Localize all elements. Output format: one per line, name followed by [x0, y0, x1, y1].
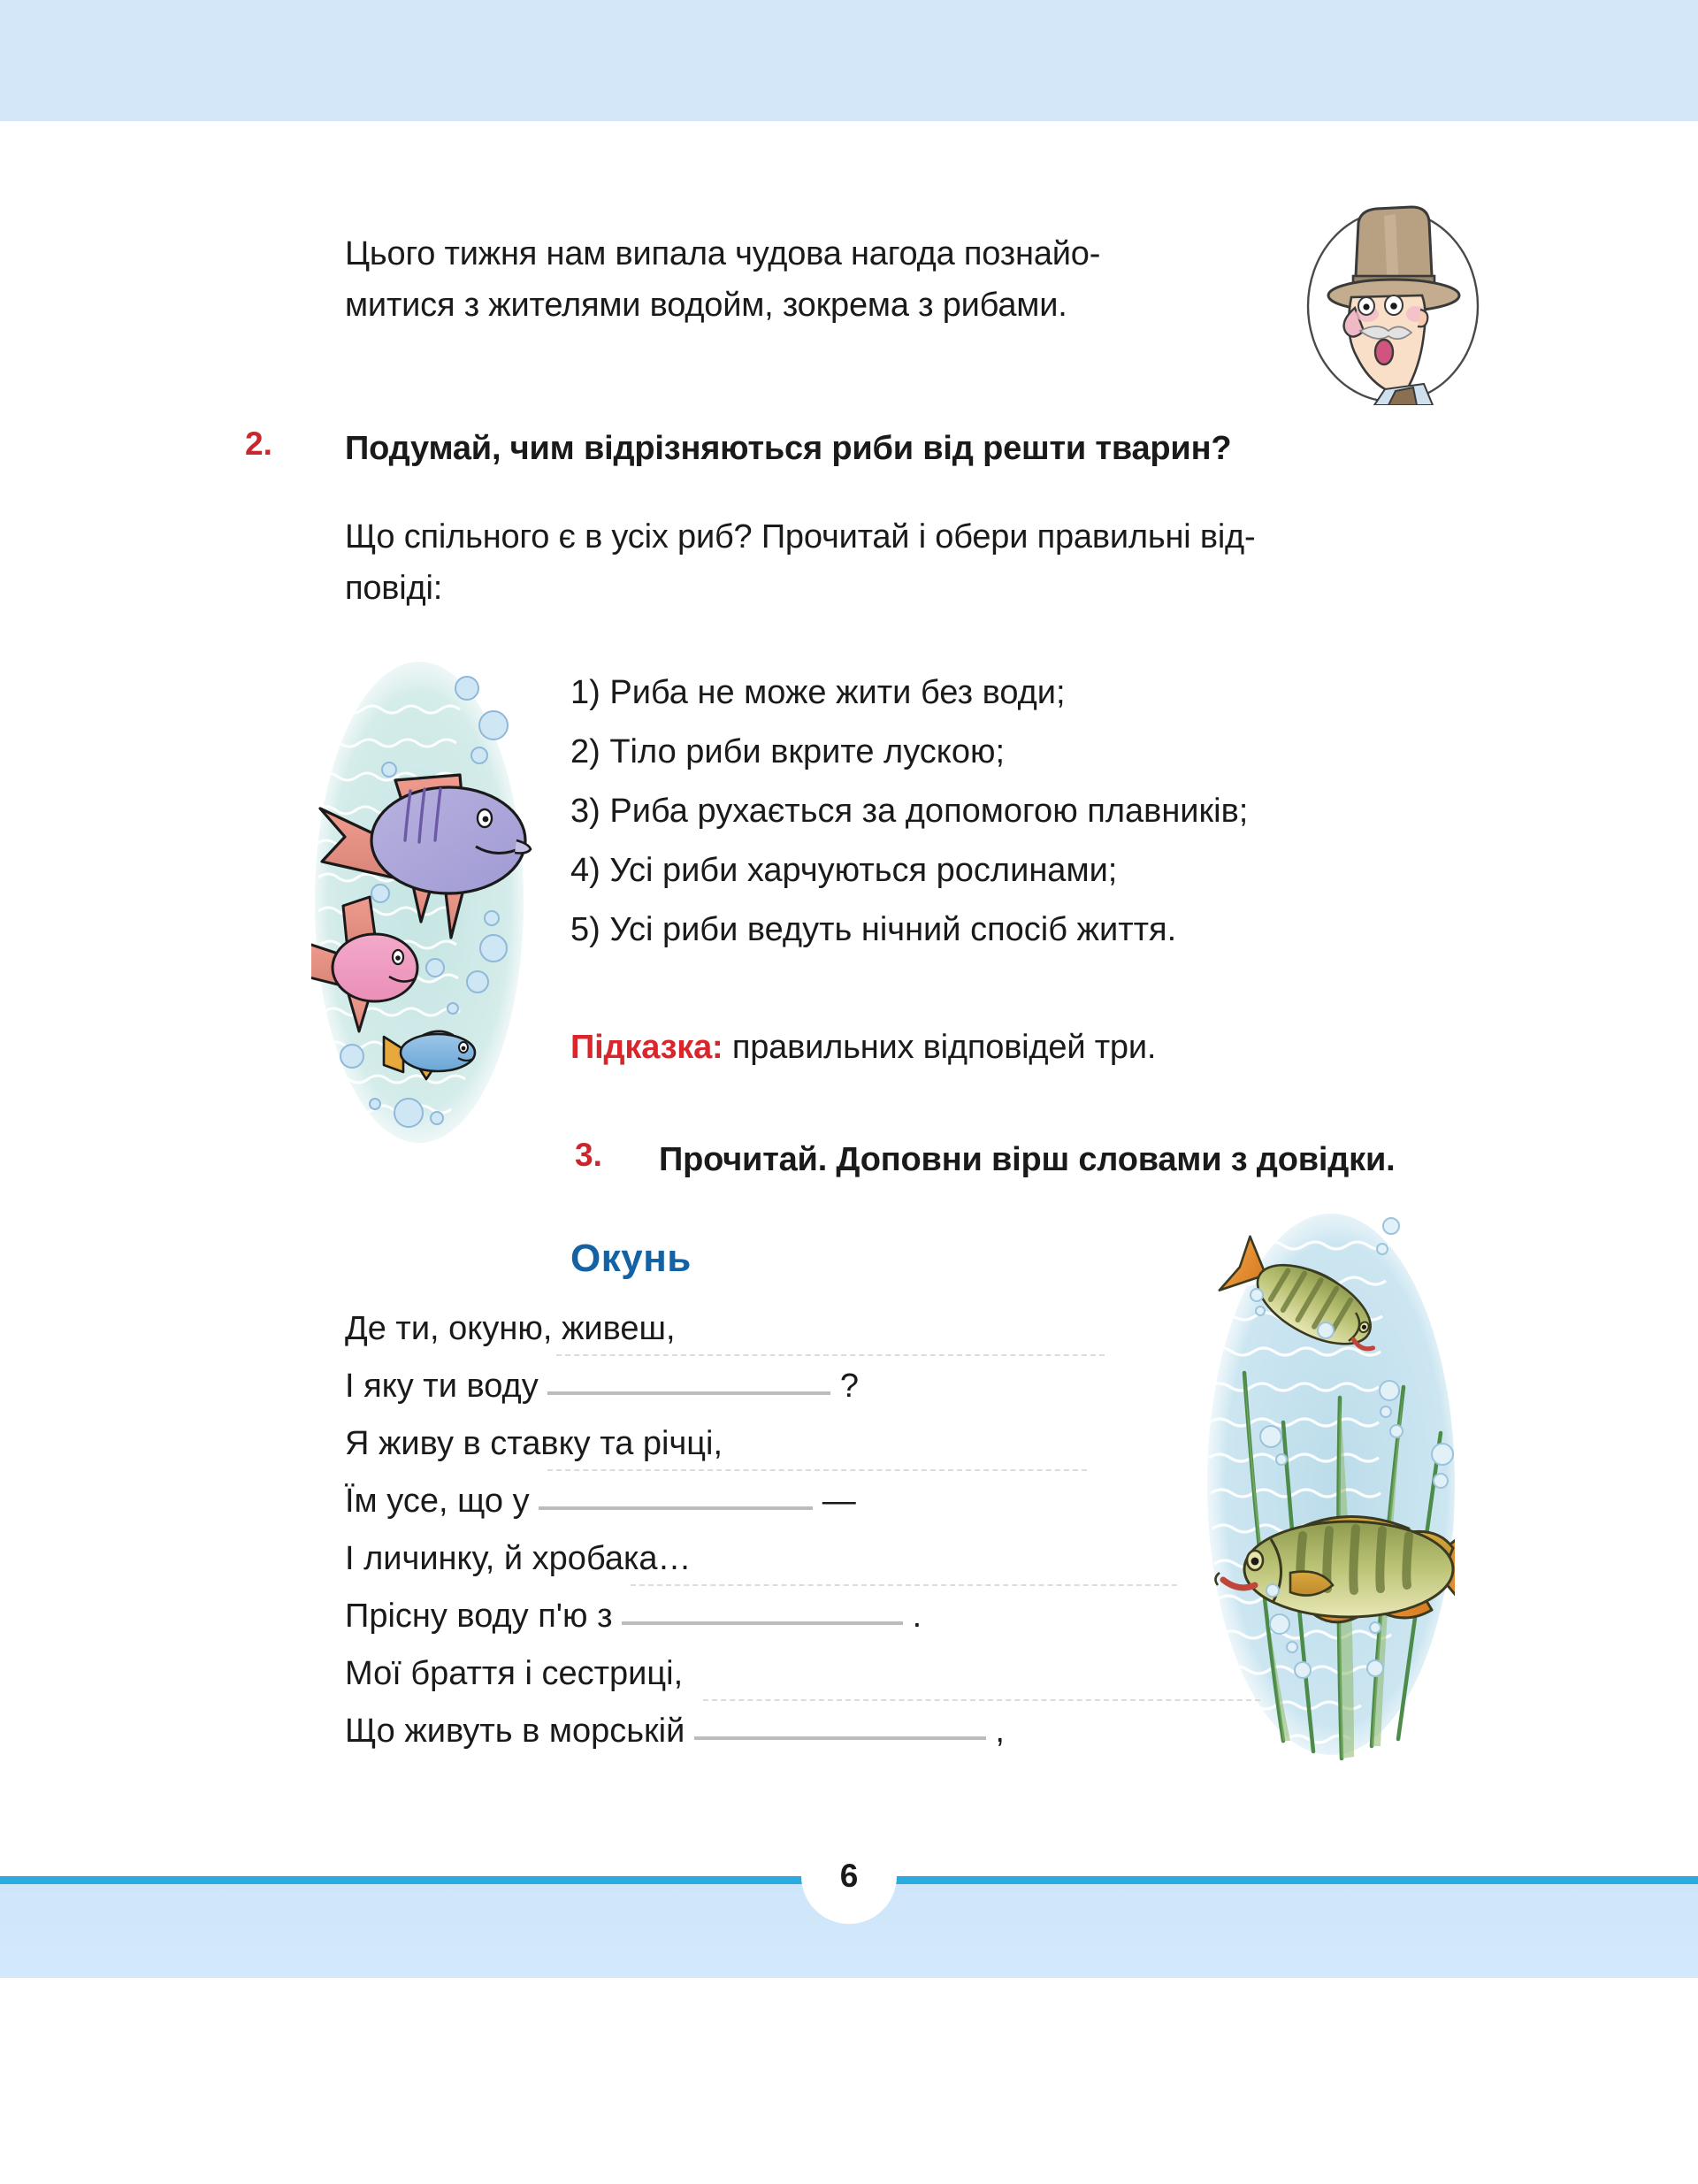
poem-line-punctuation: .: [903, 1598, 922, 1635]
task-2-subtext-line-1: Що спільного є в усіх риб? Прочитай і обери правильні від-: [345, 518, 1256, 556]
top-decorative-band: [0, 0, 1698, 121]
answer-option[interactable]: 5) Усі риби ведуть нічний спосіб життя.: [570, 911, 1177, 948]
poem-line-punctuation: —: [813, 1483, 856, 1520]
poem-line: [345, 1530, 1291, 1588]
poem-line: [345, 1473, 1291, 1530]
writing-guide-line: [547, 1469, 1087, 1471]
poem-line: [345, 1358, 1291, 1415]
answer-option[interactable]: 2) Тіло риби вкрите лускою;: [570, 733, 1006, 770]
writing-guide-line: [703, 1699, 1260, 1701]
fill-in-blank[interactable]: [694, 1706, 986, 1742]
intro-line-2: митися з жителями водойм, зокрема з рибами.: [345, 287, 1067, 324]
left-fish-illustration: [311, 656, 539, 1152]
poem-line-text: Я живу в ставку та річці,: [345, 1425, 723, 1462]
task-2-subtext-line-2: повіді:: [345, 570, 443, 607]
task-2-title: Подумай, чим відрізняються риби від решти тварин?: [345, 430, 1232, 467]
answer-option[interactable]: 1) Риба не може жити без води;: [570, 674, 1066, 711]
poem-line-punctuation: ,: [985, 1713, 1005, 1750]
poem-line-text: І личинку, й хробака…: [345, 1540, 692, 1577]
poem-line-text: Де ти, окуню, живеш,: [345, 1310, 676, 1347]
poem-line: [345, 1415, 1291, 1473]
poem-line-text: Що живуть в морській: [345, 1713, 685, 1750]
poem-line: [345, 1645, 1291, 1703]
intro-paragraph: [345, 228, 1344, 331]
answer-option[interactable]: 3) Риба рухається за допомогою плавників;: [570, 793, 1249, 830]
writing-guide-line: [556, 1354, 1105, 1356]
hint-label: Підказка:: [570, 1029, 723, 1066]
intro-line-1: Цього тижня нам випала чудова нагода познайо-: [345, 235, 1101, 272]
poem-line-text: Їм усе, що у: [345, 1483, 530, 1520]
task-2-subtext: [345, 511, 1512, 614]
poem-title: Окунь: [570, 1237, 692, 1280]
answer-option[interactable]: 4) Усі риби харчуються рослинами;: [570, 852, 1118, 889]
poem-line-text: І яку ти воду: [345, 1368, 539, 1405]
poem-line-text: Мої браття і сестриці,: [345, 1655, 684, 1692]
hint-text: правильних відповідей три.: [731, 1029, 1157, 1066]
poem-line: [345, 1300, 1291, 1358]
task-3-number: 3.: [575, 1137, 602, 1173]
fill-in-blank[interactable]: [547, 1361, 830, 1397]
answer-options-list: [570, 663, 1455, 960]
fill-in-blank[interactable]: [539, 1476, 813, 1512]
poem-line-punctuation: ?: [830, 1368, 859, 1405]
character-illustration-man-with-top-hat: [1300, 202, 1486, 405]
poem-line: [345, 1588, 1291, 1645]
poem-line: [345, 1703, 1291, 1760]
writing-guide-line: [631, 1584, 1177, 1586]
task-2-number: 2.: [245, 425, 272, 462]
hint-line: [570, 1022, 1455, 1073]
page-number: 6: [839, 1858, 859, 1894]
poem-line-text: Прісну воду п'ю з: [345, 1598, 613, 1635]
task-3-title: Прочитай. Доповни вірш словами з довідки.: [659, 1141, 1396, 1178]
fill-in-blank[interactable]: [622, 1591, 903, 1627]
poem-body: [345, 1300, 1291, 1760]
